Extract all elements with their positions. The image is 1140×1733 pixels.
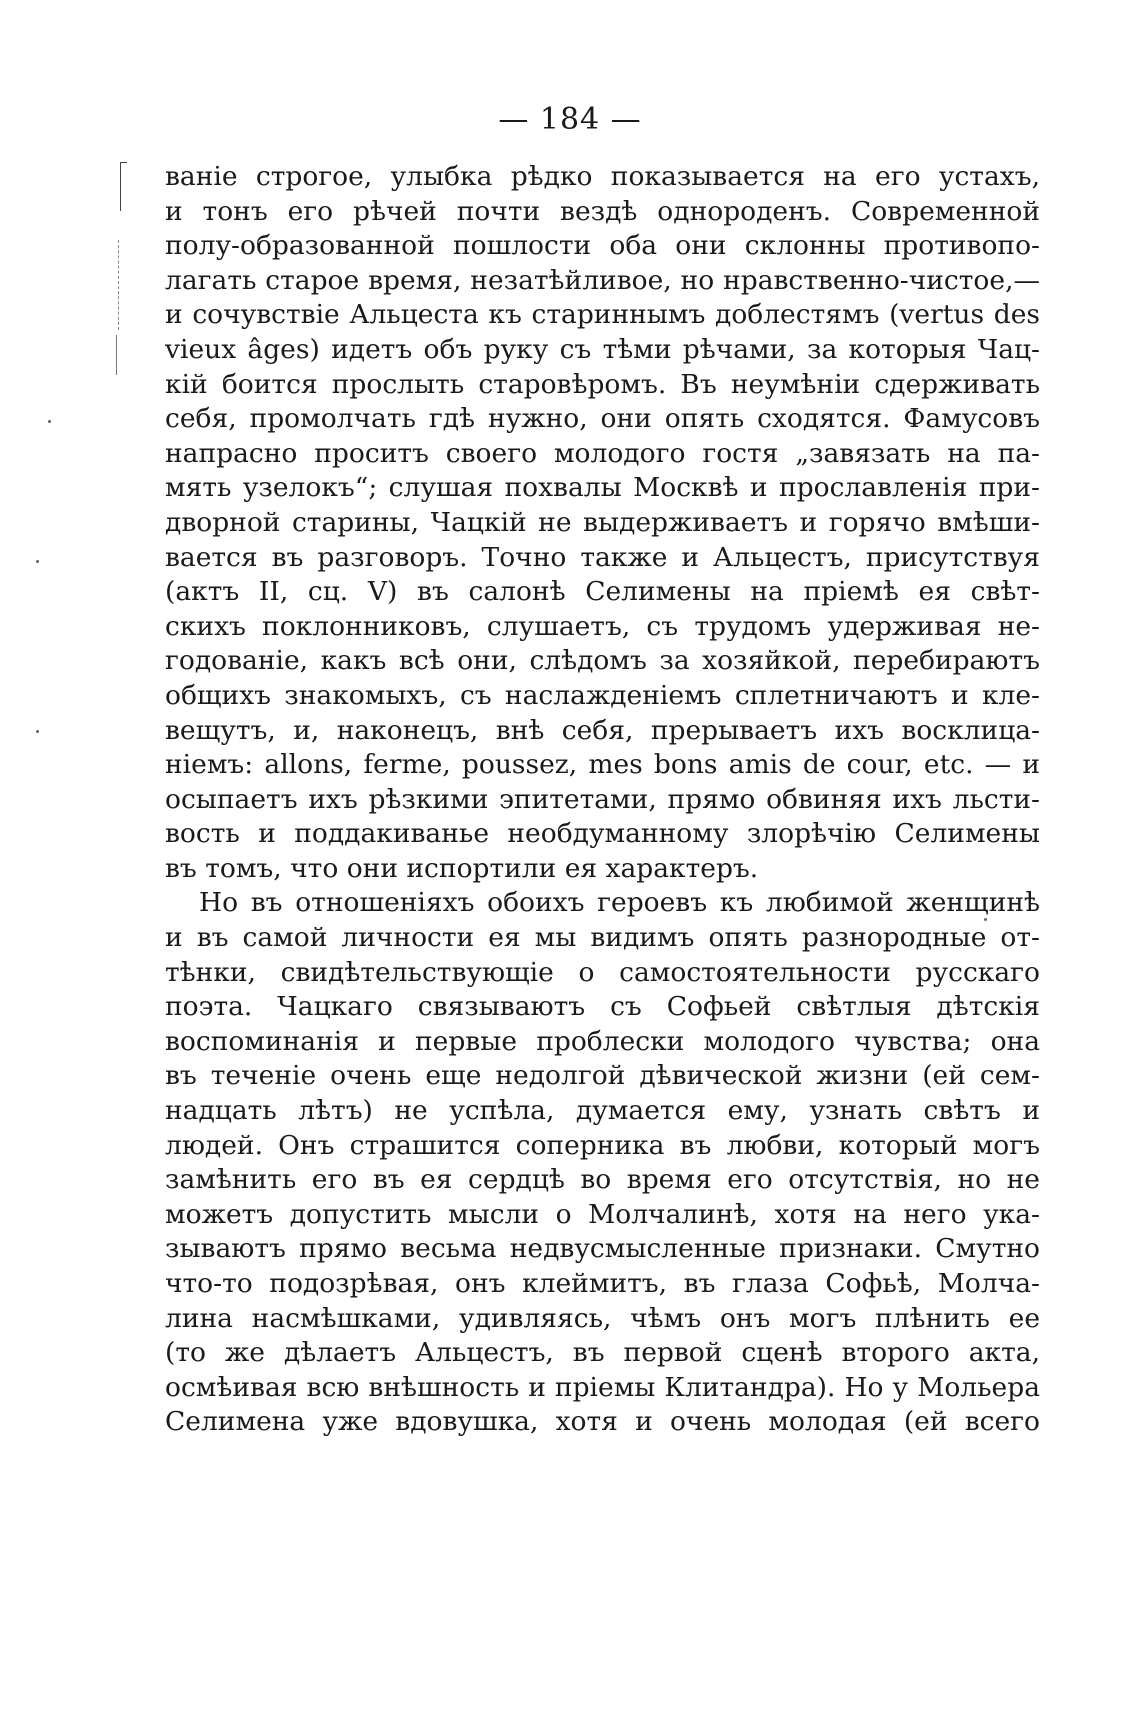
text-line: и сочувствіе Альцеста къ стариннымъ доблестямъ (vertus des [165, 299, 1040, 331]
text-line: осмѣивая всю внѣшность и пріемы Клитандра). Но у Мольера [165, 1371, 1040, 1403]
text-line: вещутъ, и, наконецъ, внѣ себя, прерываетъ ихъ восклица- [165, 714, 1040, 746]
margin-pencil-mark [118, 240, 119, 330]
text-line: Но въ отношеніяхъ обоихъ героевъ къ любимой женщинѣ [199, 887, 1040, 919]
margin-bracket-mark [120, 162, 127, 211]
text-line: дворной старины, Чацкій не выдерживаетъ и горячо вмѣши- [165, 506, 1040, 538]
text-line: напрасно проситъ своего молодого гостя „завязать на па- [165, 437, 1040, 469]
paragraph [165, 886, 1040, 1440]
text-line: надцать лѣтъ) не успѣла, думается ему, узнать свѣтъ и [165, 1095, 1040, 1127]
text-line: воспоминанія и первые проблески молодого чувства; она [165, 1025, 1040, 1057]
body-text [165, 160, 1040, 1440]
text-line: ваніе строгое, улыбка рѣдко показывается на его устахъ, [165, 161, 1040, 192]
text-line: мять узелокъ“; слушая похвалы Москвѣ и прославленія при- [165, 472, 1040, 504]
text-line: тѣнки, свидѣтельствующіе о самостоятельности русскаго [165, 956, 1040, 988]
text-line: лина насмѣшками, удивляясь, чѣмъ онъ могъ плѣнить ее [165, 1302, 1040, 1334]
text-line: зываютъ прямо весьма недвусмысленные признаки. Смутно [165, 1233, 1040, 1265]
text-line: людей. Онъ страшится соперника въ любви, который могъ [165, 1129, 1040, 1161]
text-line: Селимена уже вдовушка, хотя и очень молодая (ей всего [165, 1406, 1040, 1438]
text-line: годованіе, какъ всѣ они, слѣдомъ за хозяйкой, перебираютъ [165, 645, 1040, 677]
text-line: полу-образованной пошлости оба они склонны противопо- [165, 230, 1040, 262]
text-line: ніемъ: allons, ferme, poussez, mes bons amis de cour, etc. — и [165, 749, 1040, 781]
text-line: скихъ поклонниковъ, слушаетъ, съ трудомъ удерживая не- [165, 610, 1040, 642]
text-line: себя, промолчать гдѣ нужно, они опять сходятся. Фамусовъ [165, 403, 1040, 435]
text-line: въ томъ, что они испортили ея характеръ. [165, 852, 759, 884]
text-line: замѣнить его въ ея сердцѣ во время его отсутствія, но не [165, 1164, 1040, 1196]
text-line: что-то подозрѣвая, онъ клеймитъ, въ глаза Софьѣ, Молча- [165, 1268, 1040, 1299]
text-line: и тонъ его рѣчей почти вездѣ однороденъ. Современной [165, 195, 1040, 227]
text-line: вается въ разговоръ. Точно также и Альцестъ, присутствуя [165, 541, 1040, 573]
text-line: (то же дѣлаетъ Альцестъ, въ первой сценѣ второго акта, [165, 1337, 1040, 1369]
text-line: общихъ знакомыхъ, съ наслажденіемъ сплетничаютъ и кле- [165, 679, 1040, 711]
text-line: vieux âges) идетъ объ руку съ тѣми рѣчами, за которыя Чац- [165, 333, 1040, 365]
text-line: и въ самой личности ея мы видимъ опять разнородные от- [165, 922, 1040, 954]
text-line: можетъ допустить мысли о Молчалинѣ, хотя на него ука- [165, 1198, 1040, 1230]
paper-speck [36, 560, 39, 563]
margin-pencil-mark [116, 335, 117, 375]
text-line: поэта. Чацкаго связываютъ съ Софьей свѣтлыя дѣтскія [165, 991, 1040, 1023]
text-line: кій боится прослыть старовѣромъ. Въ неумѣніи сдерживать [165, 368, 1040, 400]
paper-speck [36, 730, 39, 733]
page-number: — 184 — [498, 102, 642, 137]
text-line: въ теченіе очень еще недолгой дѣвической жизни (ей сем- [165, 1060, 1040, 1092]
paper-speck [48, 420, 51, 423]
text-line: осыпаетъ ихъ рѣзкими эпитетами, прямо обвиняя ихъ льсти- [165, 783, 1040, 815]
text-line: (актъ II, сц. V) въ салонѣ Селимены на пріемѣ ея свѣт- [165, 576, 1040, 608]
paragraph [165, 160, 1040, 886]
text-line: вость и поддакиванье необдуманному злорѣчію Селимены [165, 818, 1040, 850]
text-line: лагать старое время, незатѣйливое, но нравственно-чистое,— [165, 264, 1040, 296]
